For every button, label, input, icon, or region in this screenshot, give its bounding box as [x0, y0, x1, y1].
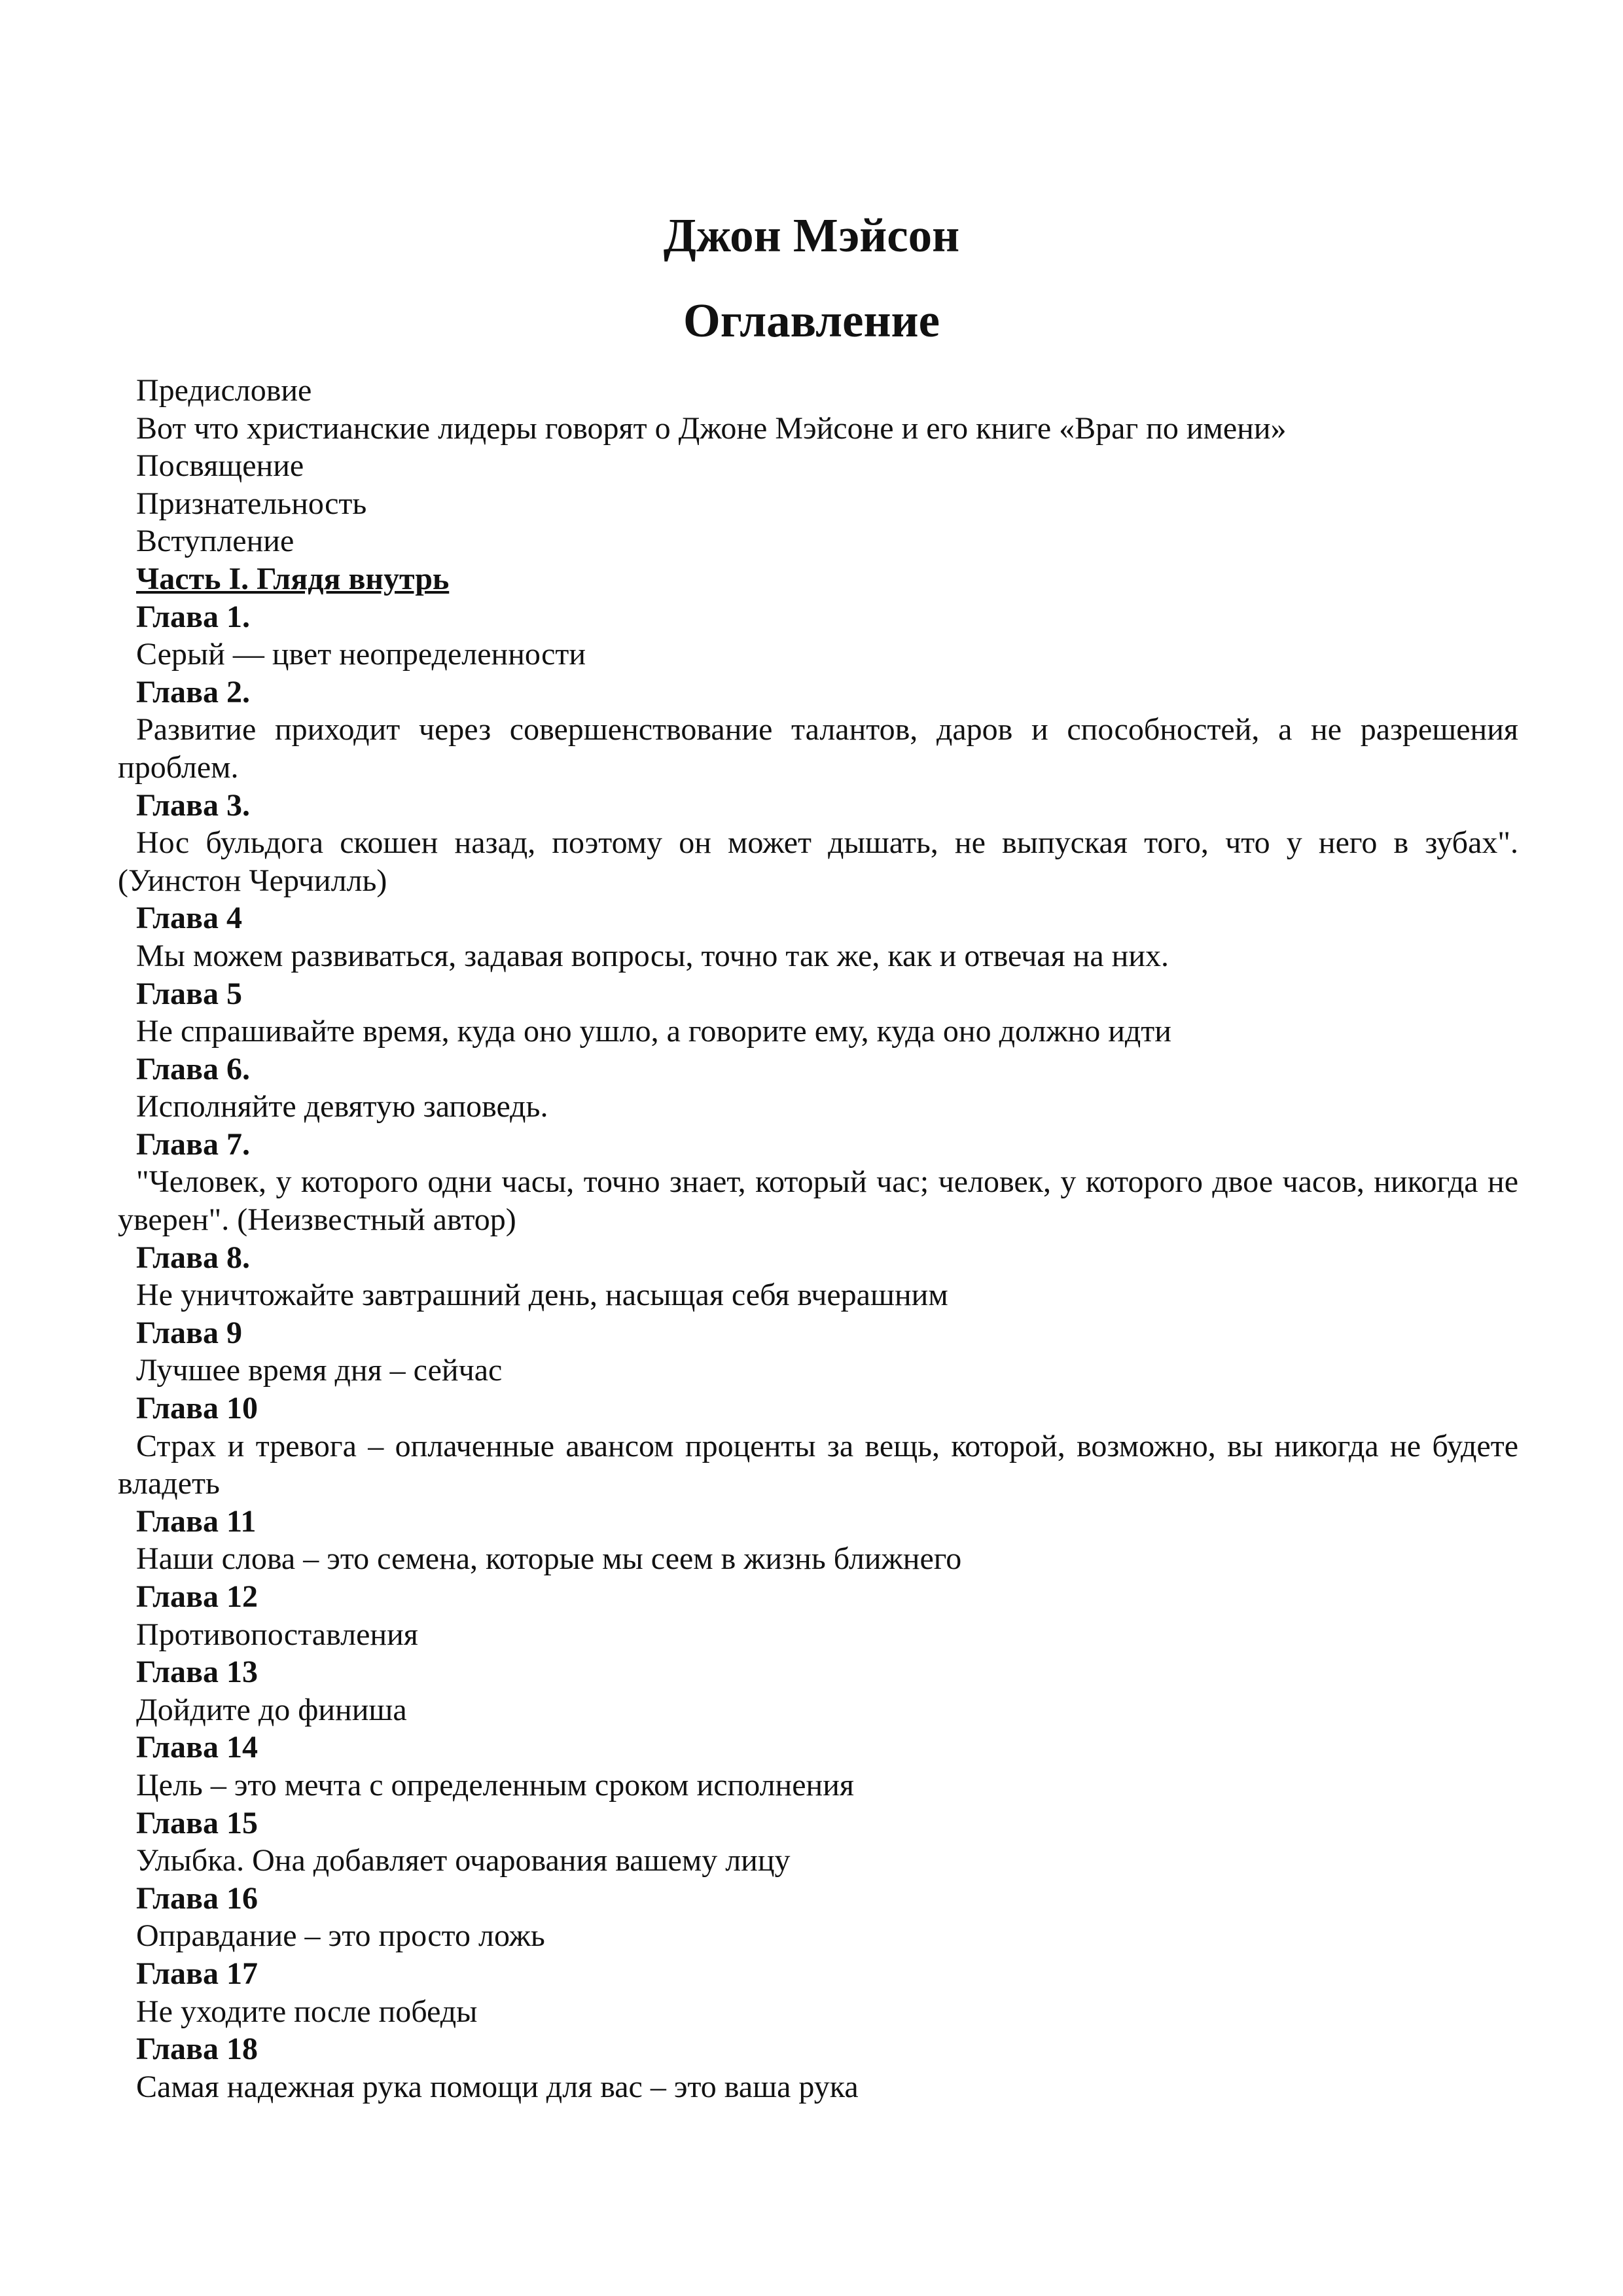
author-name: Джон Мэйсон: [663, 209, 960, 262]
toc-entry-introduction[interactable]: Вступление: [136, 524, 294, 559]
toc-entry-endorsements[interactable]: Вот что христианские лидеры говорят о Джоне Мэйсоне и его книге «Враг по имени»: [136, 410, 1287, 446]
toc-entry-acknowledgements[interactable]: Признательность: [136, 486, 367, 521]
toc-chapter-title-10[interactable]: Страх и тревога – оплаченные авансом проценты за вещь, которой, возможно, вы никогда не будете владеть: [118, 1428, 1518, 1501]
toc-chapter-label-13[interactable]: Глава 13: [136, 1655, 258, 1690]
toc-chapter-title-5[interactable]: Не спрашивайте время, куда оно ушло, а говорите ему, куда оно должно идти: [136, 1014, 1171, 1049]
toc-chapter-label-11[interactable]: Глава 11: [136, 1503, 257, 1539]
toc-chapter-title-18[interactable]: Самая надежная рука помощи для вас – это ваша рука: [136, 2069, 859, 2104]
toc-chapter-label-7[interactable]: Глава 7.: [136, 1126, 250, 1162]
toc-chapter-label-5[interactable]: Глава 5: [136, 976, 242, 1011]
toc-chapter-title-17[interactable]: Не уходите после победы: [136, 1994, 478, 2029]
toc-chapter-label-10[interactable]: Глава 10: [136, 1391, 258, 1426]
toc-chapter-label-8[interactable]: Глава 8.: [136, 1240, 250, 1275]
toc-chapter-title-11[interactable]: Наши слова – это семена, которые мы сеем в жизнь ближнего: [136, 1541, 962, 1577]
toc-chapter-label-2[interactable]: Глава 2.: [136, 674, 250, 709]
toc-chapter-label-15[interactable]: Глава 15: [136, 1805, 258, 1840]
toc-chapter-label-1[interactable]: Глава 1.: [136, 599, 250, 634]
toc-chapter-title-16[interactable]: Оправдание – это просто ложь: [136, 1918, 545, 1954]
toc-chapter-title-8[interactable]: Не уничтожайте завтрашний день, насыщая себя вчерашним: [136, 1278, 948, 1313]
toc-chapter-label-18[interactable]: Глава 18: [136, 2032, 258, 2067]
toc-chapter-title-9[interactable]: Лучшее время дня – сейчас: [136, 1353, 503, 1388]
toc-entry-dedication[interactable]: Посвящение: [136, 448, 304, 484]
toc-chapter-title-2[interactable]: Развитие приходит через совершенствование талантов, даров и способностей, а не разрешения проблем.: [118, 712, 1518, 785]
toc-chapter-title-13[interactable]: Дойдите до финиша: [136, 1692, 407, 1727]
toc-part-1[interactable]: Часть I. Глядя внутрь: [136, 561, 450, 596]
toc-chapter-label-17[interactable]: Глава 17: [136, 1956, 258, 1991]
toc-chapter-label-6[interactable]: Глава 6.: [136, 1051, 250, 1086]
toc-chapter-label-12[interactable]: Глава 12: [136, 1579, 258, 1614]
toc-chapter-title-12[interactable]: Противопоставления: [136, 1617, 418, 1652]
toc-chapter-title-15[interactable]: Улыбка. Она добавляет очарования вашему лицу: [136, 1843, 791, 1878]
toc-chapter-title-14[interactable]: Цель – это мечта с определенным сроком исполнения: [136, 1767, 854, 1803]
toc-chapter-title-4[interactable]: Мы можем развиваться, задавая вопросы, точно так же, как и отвечая на них.: [136, 938, 1169, 973]
toc-chapter-title-1[interactable]: Серый — цвет неопределенности: [136, 637, 586, 672]
toc-chapter-title-7[interactable]: "Человек, у которого одни часы, точно знает, который час; человек, у которого двое часов, никогда не уверен". (Неизвестный автор): [118, 1164, 1518, 1238]
toc-chapter-label-4[interactable]: Глава 4: [136, 901, 242, 936]
toc-chapter-title-6[interactable]: Исполняйте девятую заповедь.: [136, 1089, 548, 1124]
toc-title: Оглавление: [683, 294, 940, 347]
toc-chapter-label-14[interactable]: Глава 14: [136, 1730, 258, 1765]
toc-chapter-label-3[interactable]: Глава 3.: [136, 787, 250, 823]
toc-entry-preface[interactable]: Предисловие: [136, 373, 312, 408]
toc-chapter-label-9[interactable]: Глава 9: [136, 1315, 242, 1350]
toc-chapter-title-3[interactable]: Нос бульдога скошен назад, поэтому он может дышать, не выпуская того, что у него в зубах". (Уинстон Черчилль): [118, 825, 1518, 898]
table-of-contents: [118, 372, 1518, 2106]
toc-chapter-label-16[interactable]: Глава 16: [136, 1880, 258, 1916]
